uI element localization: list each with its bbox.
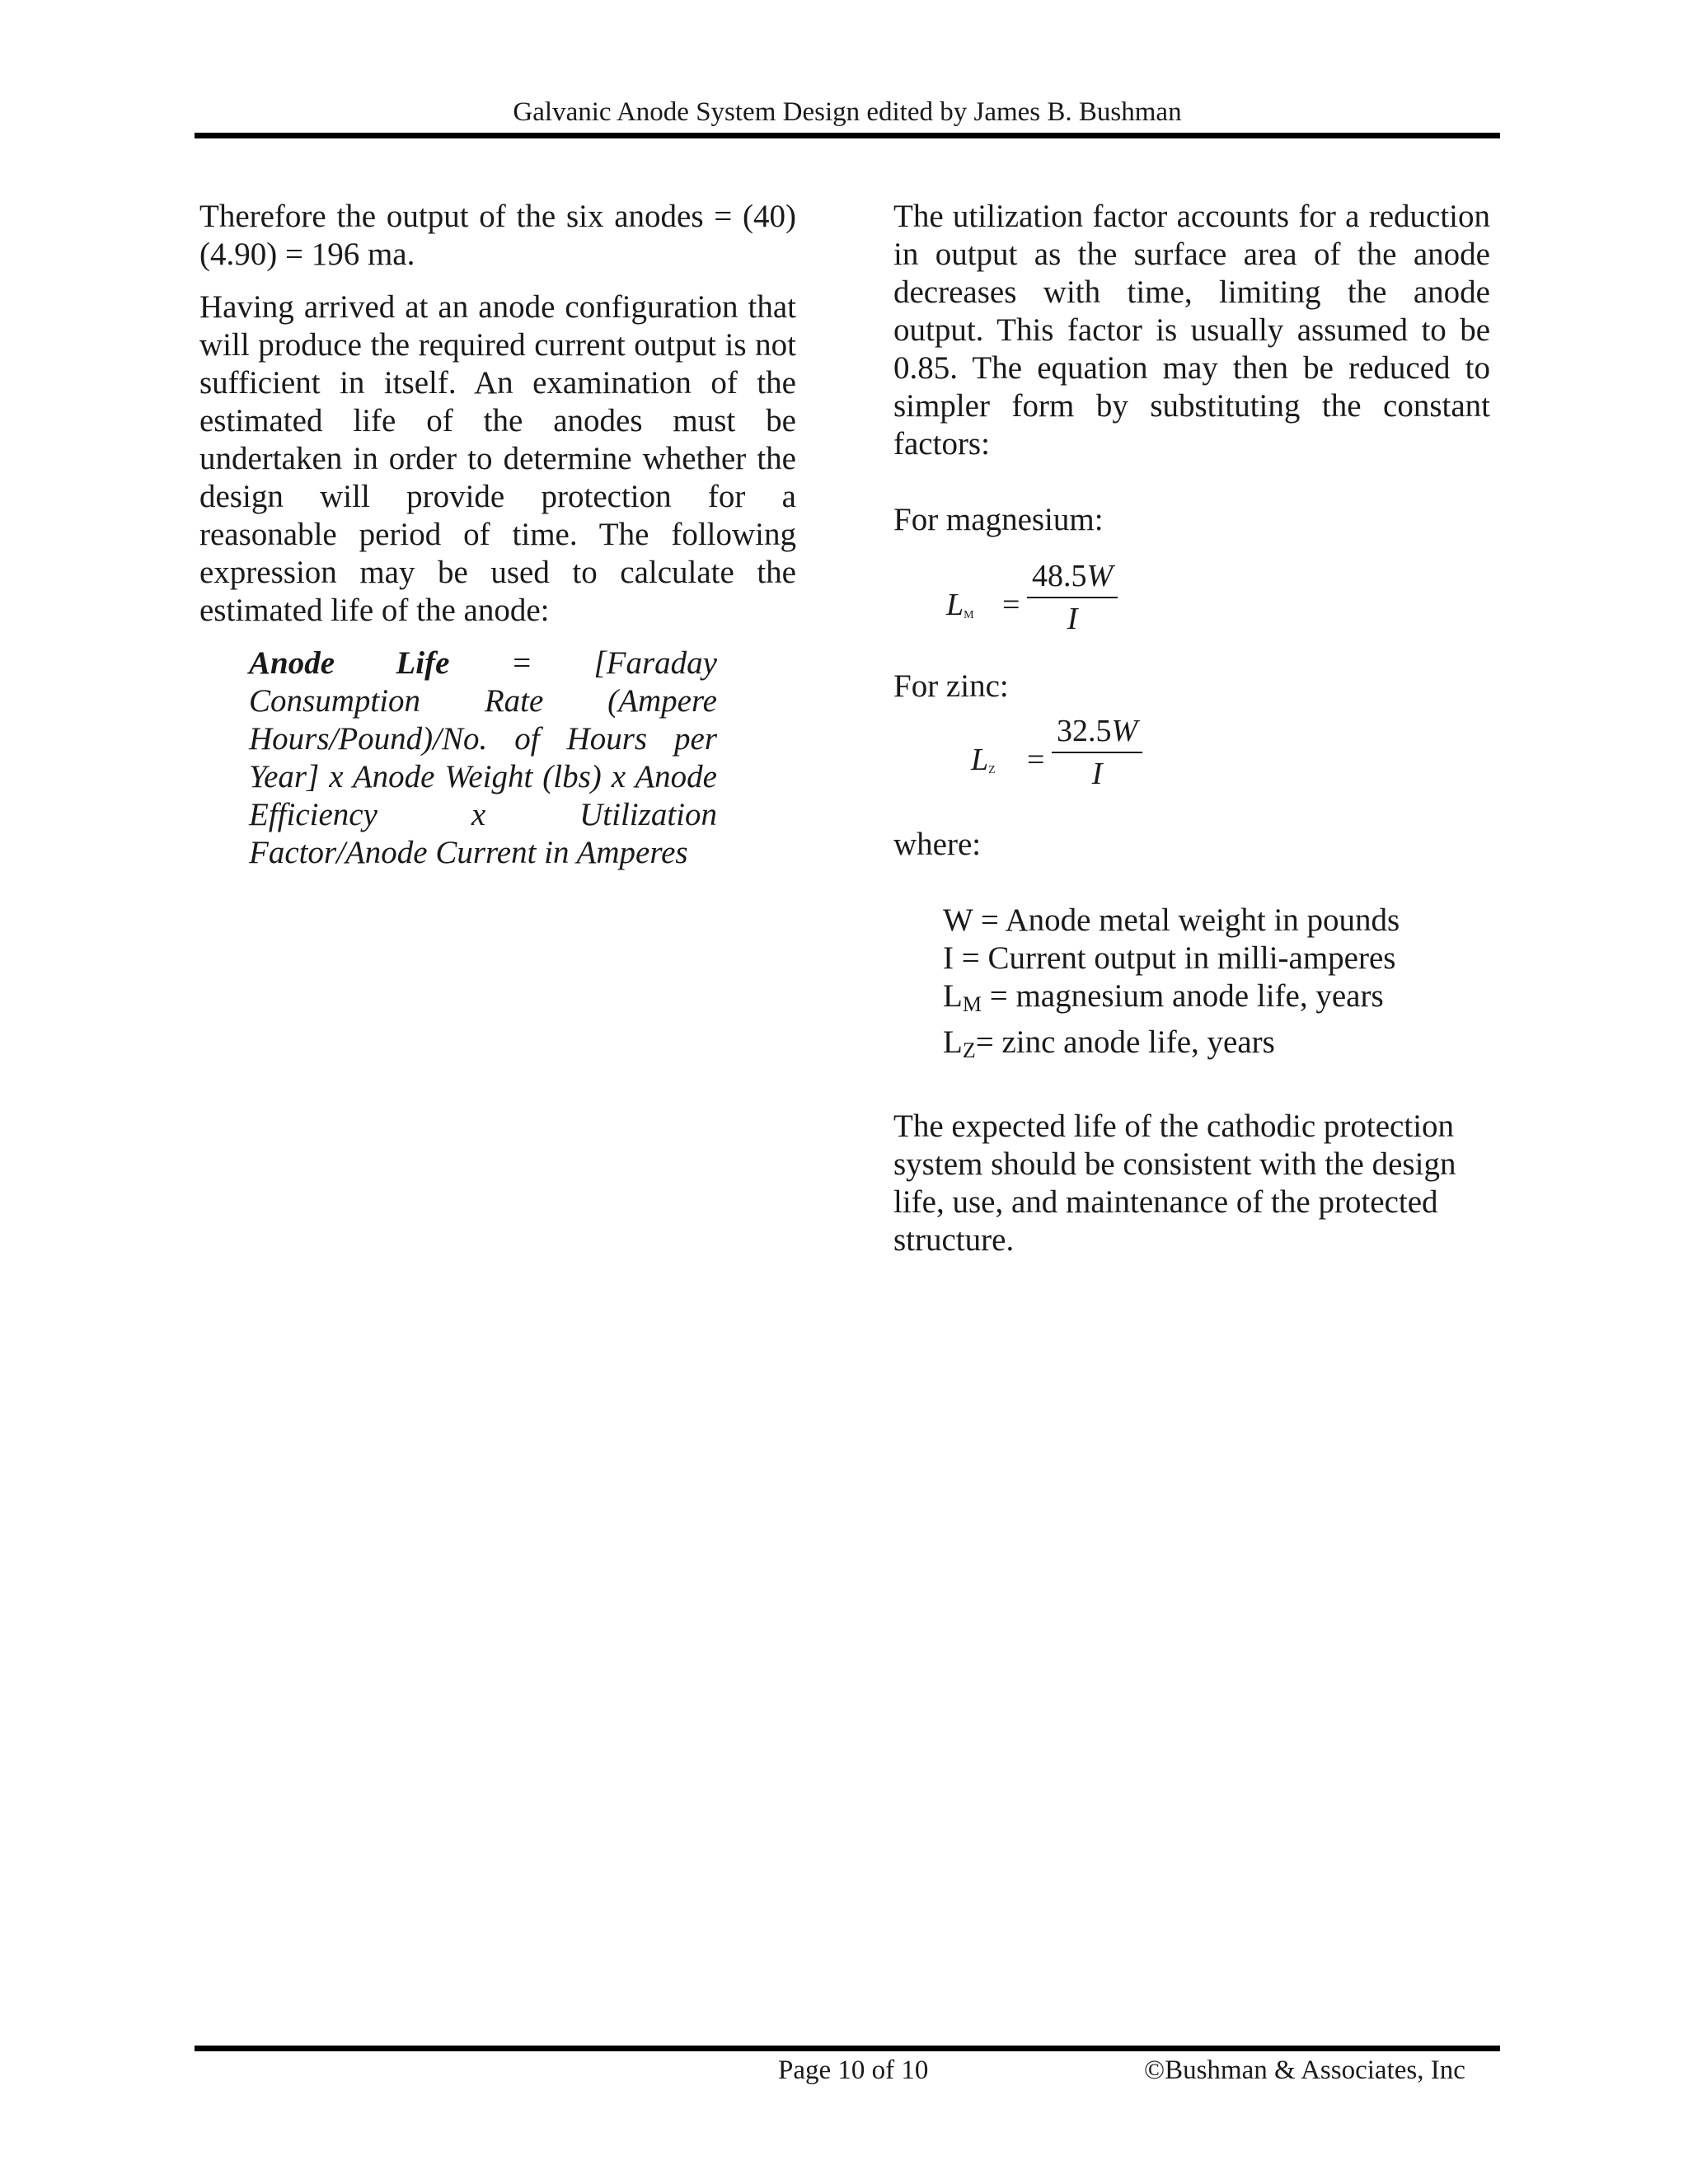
definition-w: W = Anode metal weight in pounds — [943, 902, 1400, 938]
definition-lm: $L_M$ = magnesium anode life, years — [943, 978, 1384, 1016]
fraction-bar — [1027, 597, 1118, 598]
fraction-bar — [1052, 752, 1142, 753]
formula-equals: = — [1027, 743, 1045, 777]
formula-equals: = — [1002, 588, 1020, 622]
formula-denominator: I — [1067, 602, 1078, 636]
formula-lhs: $L_M$ — [946, 588, 974, 622]
header-rule — [195, 133, 1500, 138]
expected-life-paragraph: The expected life of the cathodic protection system should be consistent with the design life, use, and maintenance of the protected structure. — [893, 1108, 1456, 1258]
left-column — [199, 198, 796, 872]
zinc-label: For zinc: — [893, 668, 1009, 704]
anode-life-expression — [249, 644, 717, 872]
right-column — [893, 198, 1490, 1259]
copyright-notice: ©Bushman & Associates, Inc — [1144, 2055, 1465, 2085]
footer-rule — [195, 2046, 1500, 2051]
formula-fraction — [1027, 557, 1118, 638]
formula-numerator: 48.5W — [1032, 559, 1114, 593]
definition-lz: $L_Z=$ zinc anode life, years — [943, 1024, 1275, 1062]
output-paragraph: Therefore the output of the six anodes = (40)(4.90) = 196 ma. — [199, 199, 796, 272]
utilization-factor-paragraph: The utilization factor accounts for a reduction in output as the surface area of the anode decreases with time, limiting the anode output. This factor is usually assumed to be 0.85. The equation may then be reduced to simpler form by substituting the constant factors: — [893, 199, 1490, 462]
page-header: Galvanic Anode System Design edited by James B. Bushman — [513, 97, 1182, 127]
formula-denominator: I — [1091, 757, 1103, 791]
anode-life-intro-paragraph: Having arrived at an anode configuration that will produce the required current output is not sufficient in itself. An examination of the estimated life of the anodes must be undertaken in order to determine whether the design will provide protection for a reasonable period of time. The following expression may be used to calculate the estimated life of the anode: — [199, 289, 796, 628]
magnesium-life-formula — [893, 557, 1490, 640]
definition-i: I = Current output in milli-amperes — [943, 940, 1396, 976]
zinc-life-formula — [893, 712, 1490, 794]
magnesium-label: For magnesium: — [893, 502, 1104, 537]
formula-numerator: 32.5W — [1057, 714, 1138, 748]
formula-lhs: $L_Z$ — [971, 743, 996, 777]
variable-definitions — [943, 902, 1490, 1070]
where-label: where: — [893, 827, 982, 862]
anode-life-expression-text: = [Faraday Consumption Rate (Ampere Hours/Pound)/No. of Hours per Year] x Anode Weight (lbs) x Anode Efficiency x Utilization Factor/Anode Current in Amperes — [249, 645, 717, 870]
anode-life-term: Anode Life — [249, 645, 450, 681]
formula-fraction — [1052, 712, 1142, 793]
page-number: Page 10 of 10 — [778, 2055, 929, 2085]
